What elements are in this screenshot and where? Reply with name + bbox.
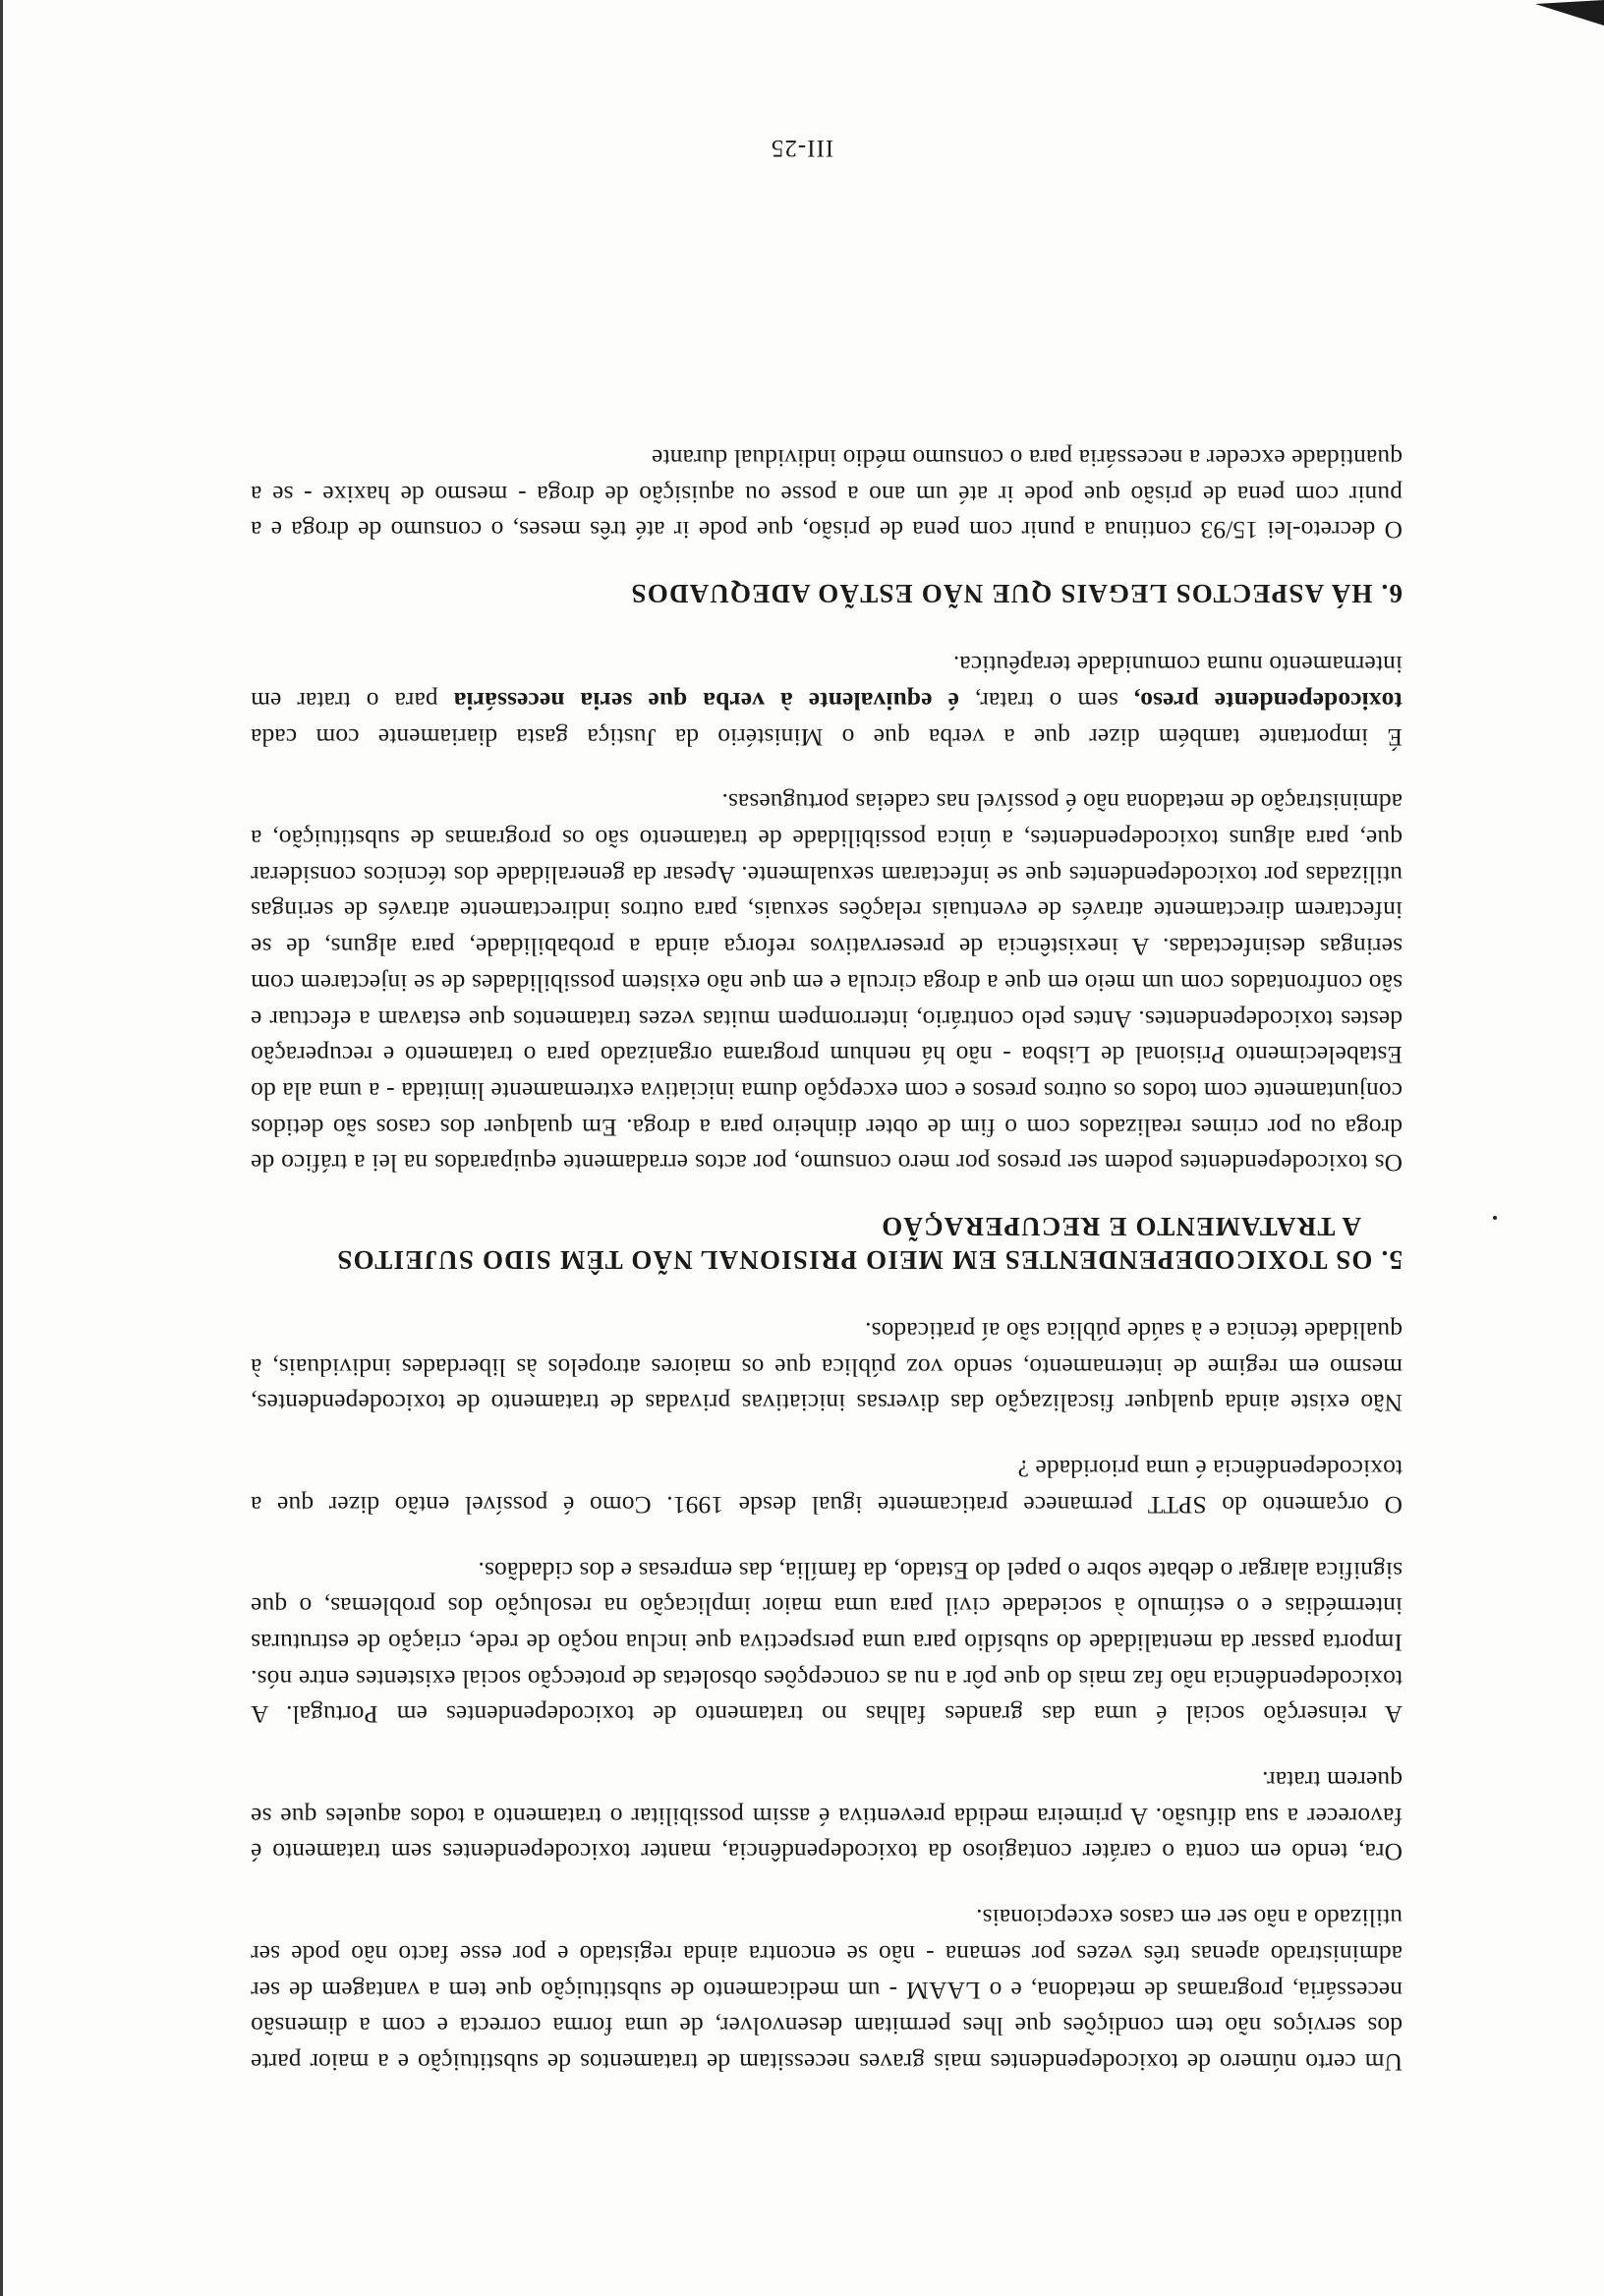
paragraph-substitution: Um certo número de toxicodependentes mais graves necessitam de tratamentos de substituição e a maior parte dos serviços não tem condições que lhes permitam desenvolver, de uma forma correcta e com a dimensão necessária, programas de metadona, e o LAAM - um medicamento de substituição que tem a vantagem de ser administrado apenas três vezes por semana - não se encontra ainda registado e por esse facto não pode ser utilizado a não ser em casos excepcionais. xyxy=(251,1904,1403,2077)
section-5-heading-line2: A TRATAMENTO E RECUPERAÇÃO xyxy=(880,1212,1361,1242)
section-6-heading: 6. HÁ ASPECTOS LEGAIS QUE NÃO ESTÃO ADEQUADOS xyxy=(630,579,1403,609)
para2-bold2: é equivalente à verba que seria necessária xyxy=(453,686,959,716)
paragraph-contagion: Ora, tendo em conta o caráter contagioso da toxicodependência, manter toxicodependentes sem tratamento é favorecer a sua difusão. A primeira medida preventiva é assim possibilitar o tratamento a todos aqueles que se querem tratar. xyxy=(251,1766,1403,1867)
para2-start: É importante também dizer que a verba que o Ministério da Justiça gasta diariamente com cada xyxy=(251,722,1403,752)
paragraph-budget: O orçamento do SPTT permanece praticamente igual desde 1991. Como é possível então dizer que a toxicodependência é uma prioridade ? xyxy=(251,1455,1403,1520)
para2-bold: toxicodependente preso, xyxy=(1133,686,1403,716)
section-6-paragraph-1: O decreto-lei 15/93 continua a punir com pena de prisão, que pode ir até três meses, o consumo de droga e a punir com pena de prisão que pode ir até um ano a posse ou aquisição de droga - mesmo de haxixe - se a quantidade exceder a necessária para o consumo médio individual durante xyxy=(251,444,1403,545)
paragraph-private-initiatives: Não existe ainda qualquer fiscalização das diversas iniciativas privadas de tratamento de toxicodependentes, mesmo em regime de internamento, sendo voz pública que os maiores atropelos às liberdades individuais, à qualidade técnica e à saúde pública são aí praticados. xyxy=(251,1317,1403,1418)
para2-mid: sem o tratar, xyxy=(958,686,1134,716)
section-5-paragraph-1: Os toxicodependentes podem ser presos por mero consumo, por actos erradamente equiparados na lei a tráfico de droga ou por crimes realizados com o fim de obter dinheiro para a droga. Em qualquer dos casos são detidos conjuntamente com todos os outros presos e com excepção duma iniciativa extremamente limitada - a uma ala do Estabelecimento Prisional de Lisboa - não há nenhum programa organizado para o tratamento e recuperação destes toxicodependentes. Antes pelo contrário, interrompem muitas vezes tratamentos que estavam a efectuar e são confrontados com um meio em que a droga circula e em que não existem possibilidades de se injectarem com seringas desinfectadas. A inexistência de preservativos reforça ainda a probabilidade, para alguns, de se infectarem directamente através de eventuais relações sexuais, para outros indirectamente através de seringas utilizadas por toxicodependentes que se infectaram sexualmente. Apesar da generalidade dos técnicos considerar que, para alguns toxicodependentes, a única possibilidade de tratamento são os programas de substituição, a administração de metadona não é possível nas cadeias portuguesas. xyxy=(251,788,1403,1178)
page-number: III-25 xyxy=(770,135,834,161)
document-body xyxy=(251,410,1403,2080)
section-5-paragraph-2 xyxy=(251,647,1403,755)
para2-end: para o tratar em internamento numa comunidade terapêutica. xyxy=(251,651,1403,716)
section-5-heading-line1: 5. OS TOXICODEPENDENTES EM MEIO PRISIONAL NÃO TÊM SIDO SUJEITOS xyxy=(336,1245,1403,1276)
section-5-heading xyxy=(251,1210,1403,1277)
paragraph-reinsertion: A reinserção social é uma das grandes falhas no tratamento de toxicodependentes em Portugal. A toxicodependência não faz mais do que pôr a nu as concepções obsoletas de protecção social existentes entre nós. Importa passar da mentalidade do subsídio para uma perspectiva que inclua noção de rede, criação de estruturas intermédias e o estímulo à sociedade civil para uma maior implicação na resolução dos problemas, o que significa alargar o debate sobre o papel do Estado, da família, das empresas e dos cidadãos. xyxy=(251,1556,1403,1730)
